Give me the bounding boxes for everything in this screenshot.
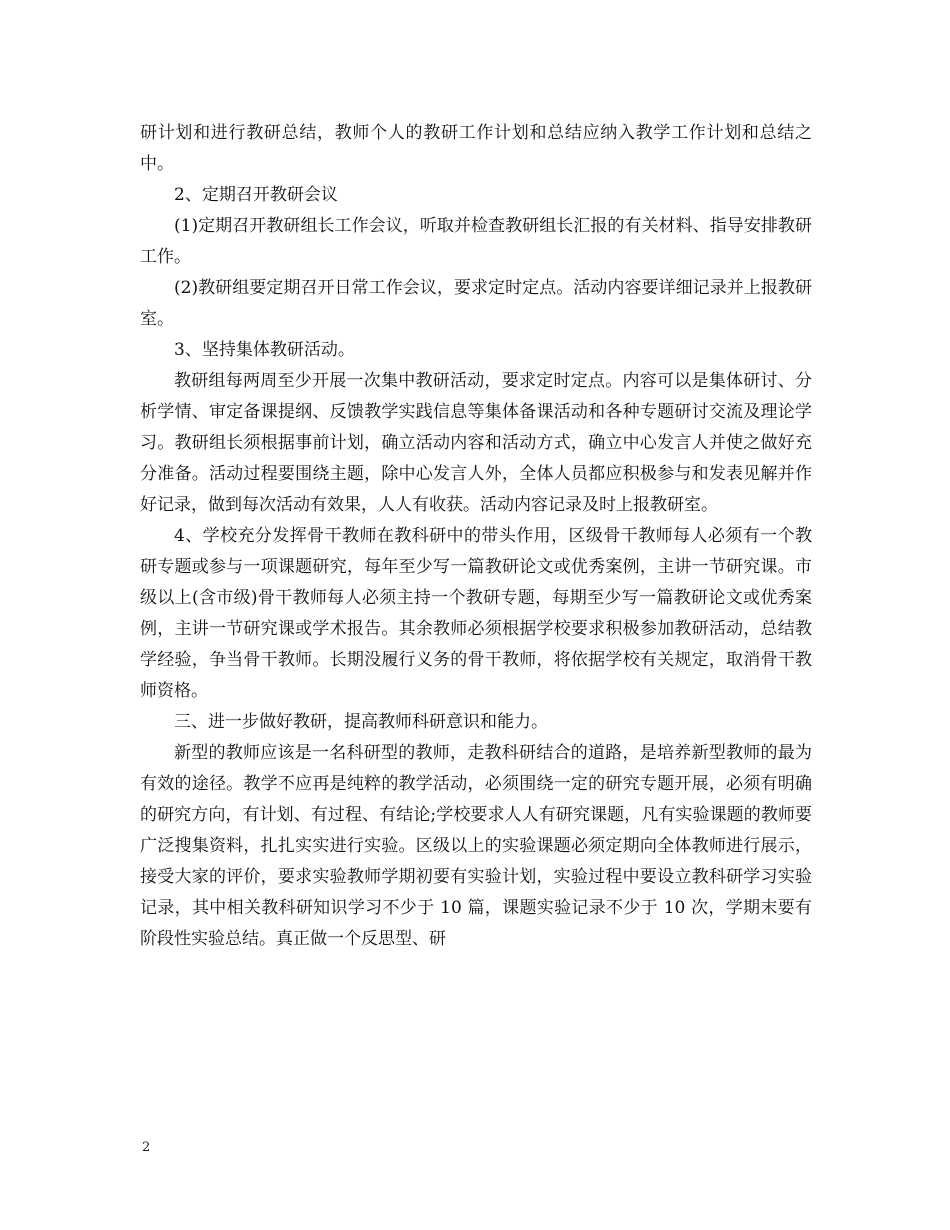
paragraph-item-1: (1)定期召开教研组长工作会议，听取并检查教研组长汇报的有关材料、指导安排教研工作。: [140, 216, 812, 267]
paragraph-collective-activity: 教研组每两周至少开展一次集中教研活动，要求定时定点。内容可以是集体研讨、分析学情、审定备课提纲、反馈教学实践信息等集体备课活动和各种专题研讨交流及理论学习。教研组长须根据事前计划，确立活动内容和活动方式，确立中心发言人并使之做好充分准备。活动过程要围绕主题，除中心发言人外，全体人员都应积极参与和发表见解并作好记录，做到每次活动有效果，人人有收获。活动内容记录及时上报教研室。: [140, 371, 812, 515]
paragraph-heading-2: 2、定期召开教研会议: [174, 185, 338, 205]
document-body: [140, 118, 812, 955]
paragraph-continuation: 研计划和进行教研总结，教师个人的教研工作计划和总结应纳入教学工作计划和总结之中。: [140, 123, 812, 174]
paragraph-item-2: (2)教研组要定期召开日常工作会议，要求定时定点。活动内容要详细记录并上报教研室。: [140, 278, 812, 329]
paragraph-research-teacher: 新型的教师应该是一名科研型的教师，走教科研结合的道路，是培养新型教师的最为有效的途径。教学不应再是纯粹的教学活动，必须围绕一定的研究专题开展，必须有明确的研究方向，有计划、有过程、有结论;学校要求人人有研究课题，凡有实验课题的教师要广泛搜集资料，扎扎实实进行实验。区级以上的实验课题必须定期向全体教师进行展示，接受大家的评价，要求实验教师学期初要有实验计划，实验过程中要设立教科研学习实验记录，其中相关教科研知识学习不少于 10 篇，课题实验记录不少于 10 次，学期末要有阶段性实验总结。真正做一个反思型、研: [140, 743, 812, 949]
paragraph-heading-3: 3、坚持集体教研活动。: [174, 340, 355, 360]
page-number: 2: [142, 1140, 151, 1155]
paragraph-heading-4: 4、学校充分发挥骨干教师在教科研中的带头作用，区级骨干教师每人必须有一个教研专题或参与一项课题研究，每年至少写一篇教研论文或优秀案例，主讲一节研究课。市级以上(含市级)骨干教师每人必须主持一个教研专题，每期至少写一篇教研论文或优秀案例，主讲一节研究课或学术报告。其余教师必须根据学校要求积极参加教研活动，总结教学经验，争当骨干教师。长期没履行义务的骨干教师，将依据学校有关规定，取消骨干教师资格。: [140, 526, 812, 701]
paragraph-section-three: 三、进一步做好教研，提高教师科研意识和能力。: [174, 712, 548, 732]
